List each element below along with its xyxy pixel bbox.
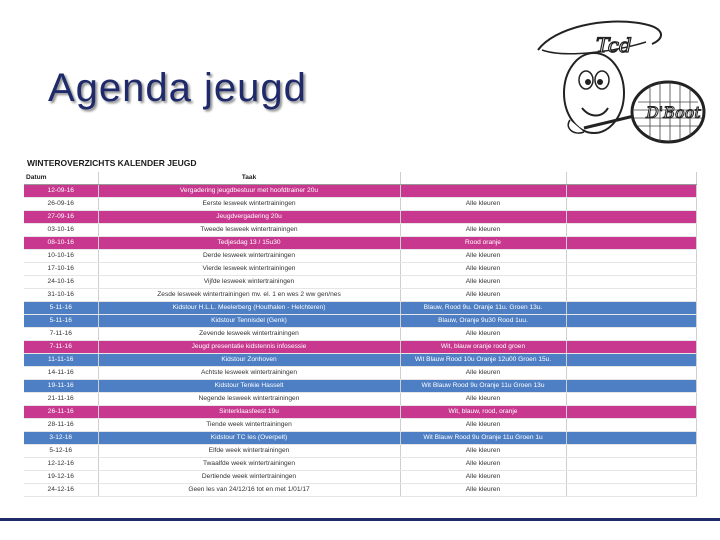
- row-group: Alle kleuren: [400, 458, 566, 471]
- row-extra: [566, 458, 696, 471]
- tennis-ball-mascot-logo: [534, 8, 714, 148]
- row-date: 7-11-16: [24, 328, 98, 341]
- row-date: 24-12-16: [24, 484, 98, 497]
- row-group: Alle kleuren: [400, 276, 566, 289]
- table-row: [24, 484, 696, 497]
- row-date: 5-12-16: [24, 445, 98, 458]
- row-extra: [566, 367, 696, 380]
- table-row: [24, 263, 696, 276]
- winter-calendar-sheet: [24, 158, 696, 520]
- row-task: Tedjesdag 13 / 15u30: [98, 237, 400, 250]
- row-date: 19-12-16: [24, 471, 98, 484]
- row-date: 21-11-16: [24, 393, 98, 406]
- column-header-extra: [566, 172, 696, 185]
- row-extra: [566, 263, 696, 276]
- table-header-row: [24, 172, 696, 185]
- table-row: [24, 302, 696, 315]
- table-row: [24, 250, 696, 263]
- row-extra: [566, 484, 696, 497]
- row-task: Achtste lesweek wintertrainingen: [98, 367, 400, 380]
- row-extra: [566, 302, 696, 315]
- table-row: [24, 237, 696, 250]
- row-date: 11-11-16: [24, 354, 98, 367]
- row-group: Alle kleuren: [400, 445, 566, 458]
- row-extra: [566, 341, 696, 354]
- table-row: [24, 224, 696, 237]
- row-date: 12-09-16: [24, 185, 98, 198]
- row-group: Wit Blauw Rood 10u Oranje 12u00 Groen 15u.: [400, 354, 566, 367]
- row-extra: [566, 198, 696, 211]
- row-date: 08-10-16: [24, 237, 98, 250]
- row-task: Jeugd presentatie kidstennis infosessie: [98, 341, 400, 354]
- table-row: [24, 328, 696, 341]
- table-row: [24, 380, 696, 393]
- table-row: [24, 276, 696, 289]
- column-header-date: Datum: [24, 172, 98, 185]
- row-extra: [566, 406, 696, 419]
- row-task: Derde lesweek wintertrainingen: [98, 250, 400, 263]
- row-task: Kidstour Zonhoven: [98, 354, 400, 367]
- row-task: Geen les van 24/12/16 tot en met 1/01/17: [98, 484, 400, 497]
- sheet-title: WINTEROVERZICHTS KALENDER JEUGD: [27, 158, 197, 168]
- row-extra: [566, 315, 696, 328]
- row-date: 5-11-16: [24, 302, 98, 315]
- row-extra: [566, 445, 696, 458]
- bottom-divider: [0, 518, 720, 521]
- row-task: Tweede lesweek wintertrainingen: [98, 224, 400, 237]
- table-row: [24, 471, 696, 484]
- row-task: Eerste lesweek wintertrainingen: [98, 198, 400, 211]
- row-extra: [566, 419, 696, 432]
- row-group: Alle kleuren: [400, 419, 566, 432]
- row-task: Zevende lesweek wintertrainingen: [98, 328, 400, 341]
- row-date: 03-10-16: [24, 224, 98, 237]
- row-date: 17-10-16: [24, 263, 98, 276]
- row-date: 12-12-16: [24, 458, 98, 471]
- row-extra: [566, 289, 696, 302]
- row-date: 26-11-16: [24, 406, 98, 419]
- row-extra: [566, 185, 696, 198]
- row-task: Vergadering jeugdbestuur met hoofdtrainer 20u: [98, 185, 400, 198]
- row-extra: [566, 328, 696, 341]
- row-group: Alle kleuren: [400, 484, 566, 497]
- table-row: [24, 419, 696, 432]
- row-date: 31-10-16: [24, 289, 98, 302]
- row-extra: [566, 276, 696, 289]
- table-row: [24, 198, 696, 211]
- table-row: [24, 445, 696, 458]
- row-date: 3-12-16: [24, 432, 98, 445]
- row-task: Tiende week wintertrainingen: [98, 419, 400, 432]
- row-task: Vijfde lesweek wintertrainingen: [98, 276, 400, 289]
- table-row: [24, 289, 696, 302]
- row-group: Alle kleuren: [400, 263, 566, 276]
- table-row: [24, 432, 696, 445]
- table-row: [24, 458, 696, 471]
- table-row: [24, 341, 696, 354]
- row-group: Wit, blauw oranje rood groen: [400, 341, 566, 354]
- row-task: Kidstour Tenkie Hasselt: [98, 380, 400, 393]
- column-header-task: Taak: [98, 172, 400, 185]
- row-task: Kidstour Tennisdel (Genk): [98, 315, 400, 328]
- row-extra: [566, 211, 696, 224]
- row-date: 7-11-16: [24, 341, 98, 354]
- calendar-table: [24, 172, 697, 497]
- row-group: Alle kleuren: [400, 289, 566, 302]
- row-group: Alle kleuren: [400, 224, 566, 237]
- table-row: [24, 354, 696, 367]
- row-group: Wit, blauw, rood, oranje: [400, 406, 566, 419]
- table-row: [24, 315, 696, 328]
- row-group: Blauw, Rood 9u. Oranje 11u. Groen 13u.: [400, 302, 566, 315]
- row-task: Zesde lesweek wintertrainingen mv. el. 1 en wes 2 ww gen/nes: [98, 289, 400, 302]
- logo-racket-text: D'Boot: [646, 103, 701, 122]
- row-task: Kidstour TC Ies (Overpelt): [98, 432, 400, 445]
- row-date: 28-11-16: [24, 419, 98, 432]
- row-extra: [566, 393, 696, 406]
- row-group: Wit Blauw Rood 9u Oranje 11u Groen 1u: [400, 432, 566, 445]
- table-row: [24, 393, 696, 406]
- row-task: Elfde week wintertrainingen: [98, 445, 400, 458]
- row-task: Sinterklaasfeest 19u: [98, 406, 400, 419]
- row-task: Jeugdvergadering 20u: [98, 211, 400, 224]
- table-row: [24, 211, 696, 224]
- table-row: [24, 367, 696, 380]
- row-task: Vierde lesweek wintertrainingen: [98, 263, 400, 276]
- row-date: 10-10-16: [24, 250, 98, 263]
- row-extra: [566, 237, 696, 250]
- row-task: Twaalfde week wintertrainingen: [98, 458, 400, 471]
- row-group: Alle kleuren: [400, 471, 566, 484]
- logo-hat-text: Tcd: [596, 33, 632, 57]
- column-header-group: [400, 172, 566, 185]
- row-task: Dertiende week wintertrainingen: [98, 471, 400, 484]
- row-date: 5-11-16: [24, 315, 98, 328]
- row-extra: [566, 250, 696, 263]
- row-extra: [566, 471, 696, 484]
- row-extra: [566, 432, 696, 445]
- row-group: Alle kleuren: [400, 250, 566, 263]
- row-extra: [566, 224, 696, 237]
- row-group: [400, 211, 566, 224]
- row-group: Alle kleuren: [400, 328, 566, 341]
- row-group: Wit Blauw Rood 9u Oranje 11u Groen 13u: [400, 380, 566, 393]
- row-group: [400, 185, 566, 198]
- row-group: Alle kleuren: [400, 198, 566, 211]
- row-extra: [566, 380, 696, 393]
- slide-title: Agenda jeugd: [48, 66, 307, 110]
- row-task: Negende lesweek wintertrainingen: [98, 393, 400, 406]
- row-date: 24-10-16: [24, 276, 98, 289]
- row-date: 27-09-16: [24, 211, 98, 224]
- row-date: 26-09-16: [24, 198, 98, 211]
- row-group: Alle kleuren: [400, 367, 566, 380]
- row-date: 14-11-16: [24, 367, 98, 380]
- row-date: 19-11-16: [24, 380, 98, 393]
- row-group: Alle kleuren: [400, 393, 566, 406]
- table-row: [24, 406, 696, 419]
- row-task: Kidstour H.L.L. Meelerberg (Houthalen - Helchteren): [98, 302, 400, 315]
- row-group: Rood oranje: [400, 237, 566, 250]
- row-group: Blauw, Oranje 9u30 Rood 1uu.: [400, 315, 566, 328]
- row-extra: [566, 354, 696, 367]
- table-row: [24, 185, 696, 198]
